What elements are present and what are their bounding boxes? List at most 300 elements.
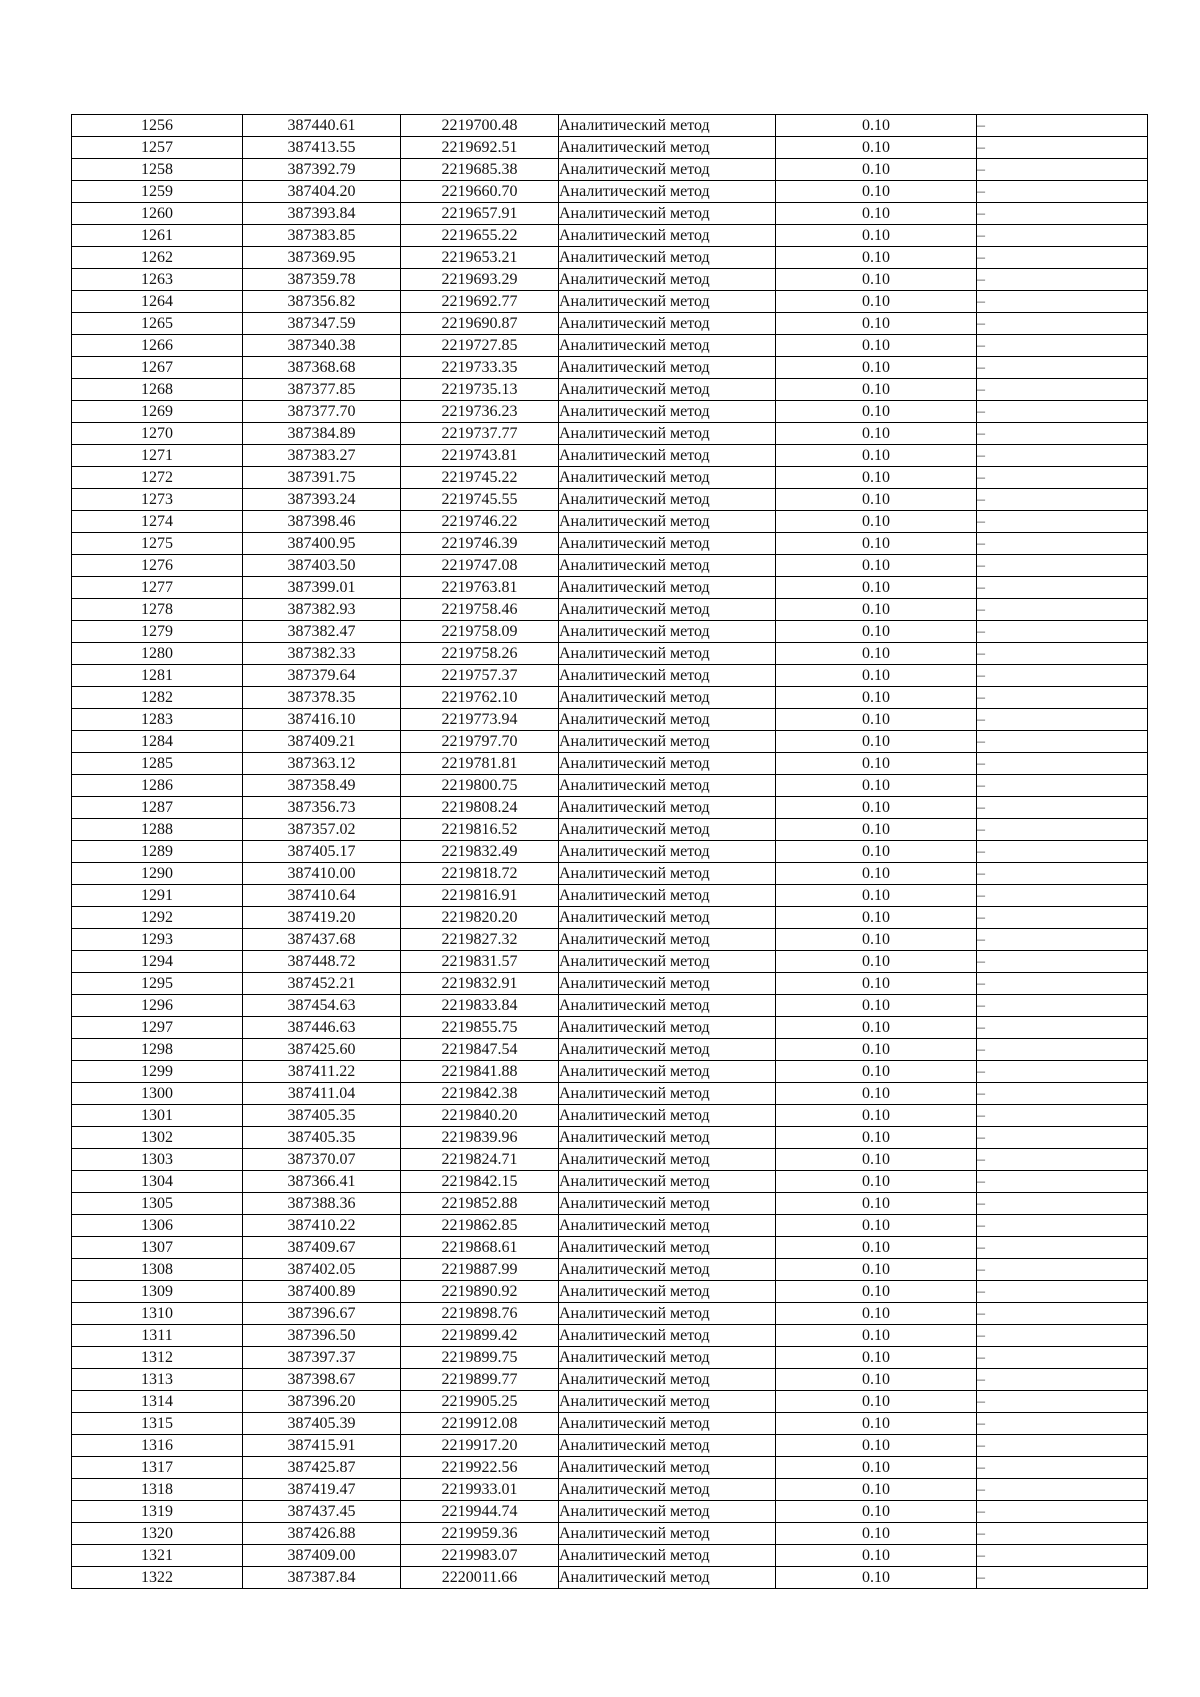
description-cell: –: [977, 929, 1148, 951]
table-row: [72, 379, 1148, 401]
method-cell: Аналитический метод: [559, 379, 776, 401]
description-cell: –: [977, 1479, 1148, 1501]
y-coordinate-cell: 2219746.22: [401, 511, 559, 533]
x-coordinate-cell: 387378.35: [243, 687, 401, 709]
table-row: [72, 665, 1148, 687]
point-number-cell: 1272: [72, 467, 243, 489]
description-cell: –: [977, 1501, 1148, 1523]
point-number-cell: 1284: [72, 731, 243, 753]
accuracy-cell: 0.10: [776, 665, 977, 687]
y-coordinate-cell: 2219832.91: [401, 973, 559, 995]
method-cell: Аналитический метод: [559, 1149, 776, 1171]
method-cell: Аналитический метод: [559, 863, 776, 885]
y-coordinate-cell: 2219922.56: [401, 1457, 559, 1479]
method-cell: Аналитический метод: [559, 731, 776, 753]
point-number-cell: 1278: [72, 599, 243, 621]
y-coordinate-cell: 2219797.70: [401, 731, 559, 753]
accuracy-cell: 0.10: [776, 1215, 977, 1237]
method-cell: Аналитический метод: [559, 1127, 776, 1149]
x-coordinate-cell: 387384.89: [243, 423, 401, 445]
point-number-cell: 1313: [72, 1369, 243, 1391]
point-number-cell: 1257: [72, 137, 243, 159]
y-coordinate-cell: 2219727.85: [401, 335, 559, 357]
y-coordinate-cell: 2219660.70: [401, 181, 559, 203]
y-coordinate-cell: 2219736.23: [401, 401, 559, 423]
table-row: [72, 467, 1148, 489]
description-cell: –: [977, 1215, 1148, 1237]
method-cell: Аналитический метод: [559, 203, 776, 225]
y-coordinate-cell: 2219847.54: [401, 1039, 559, 1061]
method-cell: Аналитический метод: [559, 533, 776, 555]
x-coordinate-cell: 387379.64: [243, 665, 401, 687]
description-cell: –: [977, 775, 1148, 797]
table-row: [72, 841, 1148, 863]
description-cell: –: [977, 665, 1148, 687]
y-coordinate-cell: 2219781.81: [401, 753, 559, 775]
accuracy-cell: 0.10: [776, 841, 977, 863]
table-row: [72, 159, 1148, 181]
x-coordinate-cell: 387405.39: [243, 1413, 401, 1435]
accuracy-cell: 0.10: [776, 225, 977, 247]
table-row: [72, 863, 1148, 885]
method-cell: Аналитический метод: [559, 1435, 776, 1457]
table-row: [72, 599, 1148, 621]
method-cell: Аналитический метод: [559, 1567, 776, 1589]
table-row: [72, 1347, 1148, 1369]
y-coordinate-cell: 2219808.24: [401, 797, 559, 819]
point-number-cell: 1269: [72, 401, 243, 423]
method-cell: Аналитический метод: [559, 1083, 776, 1105]
description-cell: –: [977, 1413, 1148, 1435]
y-coordinate-cell: 2219898.76: [401, 1303, 559, 1325]
description-cell: –: [977, 335, 1148, 357]
point-number-cell: 1276: [72, 555, 243, 577]
x-coordinate-cell: 387448.72: [243, 951, 401, 973]
accuracy-cell: 0.10: [776, 1325, 977, 1347]
x-coordinate-cell: 387415.91: [243, 1435, 401, 1457]
y-coordinate-cell: 2219747.08: [401, 555, 559, 577]
accuracy-cell: 0.10: [776, 1413, 977, 1435]
point-number-cell: 1256: [72, 115, 243, 137]
x-coordinate-cell: 387398.46: [243, 511, 401, 533]
table-row: [72, 313, 1148, 335]
accuracy-cell: 0.10: [776, 379, 977, 401]
accuracy-cell: 0.10: [776, 687, 977, 709]
accuracy-cell: 0.10: [776, 489, 977, 511]
x-coordinate-cell: 387347.59: [243, 313, 401, 335]
method-cell: Аналитический метод: [559, 1479, 776, 1501]
accuracy-cell: 0.10: [776, 533, 977, 555]
accuracy-cell: 0.10: [776, 313, 977, 335]
description-cell: –: [977, 1105, 1148, 1127]
point-number-cell: 1287: [72, 797, 243, 819]
description-cell: –: [977, 423, 1148, 445]
method-cell: Аналитический метод: [559, 401, 776, 423]
table-row: [72, 225, 1148, 247]
coordinates-table: [71, 114, 1148, 1589]
accuracy-cell: 0.10: [776, 1237, 977, 1259]
description-cell: –: [977, 577, 1148, 599]
accuracy-cell: 0.10: [776, 269, 977, 291]
accuracy-cell: 0.10: [776, 753, 977, 775]
table-row: [72, 1369, 1148, 1391]
description-cell: –: [977, 247, 1148, 269]
point-number-cell: 1311: [72, 1325, 243, 1347]
x-coordinate-cell: 387368.68: [243, 357, 401, 379]
method-cell: Аналитический метод: [559, 423, 776, 445]
method-cell: Аналитический метод: [559, 797, 776, 819]
accuracy-cell: 0.10: [776, 115, 977, 137]
y-coordinate-cell: 2219890.92: [401, 1281, 559, 1303]
table-row: [72, 1281, 1148, 1303]
accuracy-cell: 0.10: [776, 555, 977, 577]
method-cell: Аналитический метод: [559, 1369, 776, 1391]
method-cell: Аналитический метод: [559, 709, 776, 731]
y-coordinate-cell: 2219983.07: [401, 1545, 559, 1567]
point-number-cell: 1304: [72, 1171, 243, 1193]
point-number-cell: 1268: [72, 379, 243, 401]
x-coordinate-cell: 387409.67: [243, 1237, 401, 1259]
point-number-cell: 1273: [72, 489, 243, 511]
description-cell: –: [977, 1017, 1148, 1039]
table-row: [72, 1457, 1148, 1479]
point-number-cell: 1303: [72, 1149, 243, 1171]
table-row: [72, 423, 1148, 445]
y-coordinate-cell: 2219743.81: [401, 445, 559, 467]
point-number-cell: 1277: [72, 577, 243, 599]
accuracy-cell: 0.10: [776, 247, 977, 269]
x-coordinate-cell: 387425.87: [243, 1457, 401, 1479]
description-cell: –: [977, 1457, 1148, 1479]
point-number-cell: 1291: [72, 885, 243, 907]
table-row: [72, 137, 1148, 159]
x-coordinate-cell: 387358.49: [243, 775, 401, 797]
accuracy-cell: 0.10: [776, 1193, 977, 1215]
description-cell: –: [977, 1281, 1148, 1303]
method-cell: Аналитический метод: [559, 511, 776, 533]
x-coordinate-cell: 387383.85: [243, 225, 401, 247]
x-coordinate-cell: 387383.27: [243, 445, 401, 467]
y-coordinate-cell: 2219818.72: [401, 863, 559, 885]
table-row: [72, 885, 1148, 907]
accuracy-cell: 0.10: [776, 1083, 977, 1105]
x-coordinate-cell: 387409.21: [243, 731, 401, 753]
table-row: [72, 1567, 1148, 1589]
accuracy-cell: 0.10: [776, 995, 977, 1017]
description-cell: –: [977, 1193, 1148, 1215]
point-number-cell: 1259: [72, 181, 243, 203]
x-coordinate-cell: 387400.89: [243, 1281, 401, 1303]
method-cell: Аналитический метод: [559, 1523, 776, 1545]
table-row: [72, 1325, 1148, 1347]
x-coordinate-cell: 387356.73: [243, 797, 401, 819]
description-cell: –: [977, 995, 1148, 1017]
point-number-cell: 1294: [72, 951, 243, 973]
table-row: [72, 731, 1148, 753]
description-cell: –: [977, 445, 1148, 467]
point-number-cell: 1293: [72, 929, 243, 951]
accuracy-cell: 0.10: [776, 357, 977, 379]
y-coordinate-cell: 2219733.35: [401, 357, 559, 379]
table-row: [72, 1435, 1148, 1457]
y-coordinate-cell: 2219842.15: [401, 1171, 559, 1193]
x-coordinate-cell: 387369.95: [243, 247, 401, 269]
point-number-cell: 1263: [72, 269, 243, 291]
x-coordinate-cell: 387437.45: [243, 1501, 401, 1523]
accuracy-cell: 0.10: [776, 1281, 977, 1303]
table-row: [72, 247, 1148, 269]
point-number-cell: 1319: [72, 1501, 243, 1523]
accuracy-cell: 0.10: [776, 1435, 977, 1457]
accuracy-cell: 0.10: [776, 1501, 977, 1523]
method-cell: Аналитический метод: [559, 907, 776, 929]
y-coordinate-cell: 2219841.88: [401, 1061, 559, 1083]
description-cell: –: [977, 819, 1148, 841]
description-cell: –: [977, 1061, 1148, 1083]
description-cell: –: [977, 731, 1148, 753]
description-cell: –: [977, 357, 1148, 379]
y-coordinate-cell: 2220011.66: [401, 1567, 559, 1589]
point-number-cell: 1295: [72, 973, 243, 995]
table-row: [72, 1259, 1148, 1281]
y-coordinate-cell: 2219762.10: [401, 687, 559, 709]
accuracy-cell: 0.10: [776, 1545, 977, 1567]
table-row: [72, 1039, 1148, 1061]
point-number-cell: 1318: [72, 1479, 243, 1501]
y-coordinate-cell: 2219933.01: [401, 1479, 559, 1501]
point-number-cell: 1260: [72, 203, 243, 225]
accuracy-cell: 0.10: [776, 1457, 977, 1479]
table-row: [72, 1303, 1148, 1325]
accuracy-cell: 0.10: [776, 203, 977, 225]
y-coordinate-cell: 2219862.85: [401, 1215, 559, 1237]
x-coordinate-cell: 387454.63: [243, 995, 401, 1017]
x-coordinate-cell: 387437.68: [243, 929, 401, 951]
table-row: [72, 181, 1148, 203]
y-coordinate-cell: 2219745.22: [401, 467, 559, 489]
accuracy-cell: 0.10: [776, 291, 977, 313]
y-coordinate-cell: 2219832.49: [401, 841, 559, 863]
accuracy-cell: 0.10: [776, 1303, 977, 1325]
method-cell: Аналитический метод: [559, 995, 776, 1017]
y-coordinate-cell: 2219700.48: [401, 115, 559, 137]
y-coordinate-cell: 2219816.91: [401, 885, 559, 907]
table-row: [72, 1105, 1148, 1127]
table-row: [72, 797, 1148, 819]
point-number-cell: 1285: [72, 753, 243, 775]
method-cell: Аналитический метод: [559, 1281, 776, 1303]
method-cell: Аналитический метод: [559, 247, 776, 269]
x-coordinate-cell: 387382.47: [243, 621, 401, 643]
x-coordinate-cell: 387377.70: [243, 401, 401, 423]
x-coordinate-cell: 387387.84: [243, 1567, 401, 1589]
x-coordinate-cell: 387419.20: [243, 907, 401, 929]
method-cell: Аналитический метод: [559, 225, 776, 247]
method-cell: Аналитический метод: [559, 687, 776, 709]
x-coordinate-cell: 387410.64: [243, 885, 401, 907]
x-coordinate-cell: 387446.63: [243, 1017, 401, 1039]
point-number-cell: 1306: [72, 1215, 243, 1237]
y-coordinate-cell: 2219833.84: [401, 995, 559, 1017]
x-coordinate-cell: 387392.79: [243, 159, 401, 181]
method-cell: Аналитический метод: [559, 1545, 776, 1567]
y-coordinate-cell: 2219758.09: [401, 621, 559, 643]
method-cell: Аналитический метод: [559, 665, 776, 687]
table-row: [72, 951, 1148, 973]
description-cell: –: [977, 885, 1148, 907]
table-row: [72, 1127, 1148, 1149]
y-coordinate-cell: 2219692.51: [401, 137, 559, 159]
y-coordinate-cell: 2219831.57: [401, 951, 559, 973]
point-number-cell: 1301: [72, 1105, 243, 1127]
point-number-cell: 1286: [72, 775, 243, 797]
description-cell: –: [977, 863, 1148, 885]
y-coordinate-cell: 2219745.55: [401, 489, 559, 511]
point-number-cell: 1264: [72, 291, 243, 313]
accuracy-cell: 0.10: [776, 401, 977, 423]
y-coordinate-cell: 2219690.87: [401, 313, 559, 335]
accuracy-cell: 0.10: [776, 1039, 977, 1061]
table-row: [72, 489, 1148, 511]
table-row: [72, 643, 1148, 665]
description-cell: –: [977, 379, 1148, 401]
method-cell: Аналитический метод: [559, 643, 776, 665]
point-number-cell: 1267: [72, 357, 243, 379]
x-coordinate-cell: 387425.60: [243, 1039, 401, 1061]
point-number-cell: 1262: [72, 247, 243, 269]
table-row: [72, 687, 1148, 709]
point-number-cell: 1289: [72, 841, 243, 863]
accuracy-cell: 0.10: [776, 621, 977, 643]
y-coordinate-cell: 2219746.39: [401, 533, 559, 555]
point-number-cell: 1266: [72, 335, 243, 357]
y-coordinate-cell: 2219840.20: [401, 1105, 559, 1127]
table-row: [72, 445, 1148, 467]
point-number-cell: 1300: [72, 1083, 243, 1105]
table-row: [72, 775, 1148, 797]
y-coordinate-cell: 2219959.36: [401, 1523, 559, 1545]
accuracy-cell: 0.10: [776, 1391, 977, 1413]
accuracy-cell: 0.10: [776, 1171, 977, 1193]
description-cell: –: [977, 401, 1148, 423]
x-coordinate-cell: 387426.88: [243, 1523, 401, 1545]
point-number-cell: 1282: [72, 687, 243, 709]
accuracy-cell: 0.10: [776, 731, 977, 753]
method-cell: Аналитический метод: [559, 1215, 776, 1237]
x-coordinate-cell: 387452.21: [243, 973, 401, 995]
point-number-cell: 1270: [72, 423, 243, 445]
point-number-cell: 1316: [72, 1435, 243, 1457]
x-coordinate-cell: 387391.75: [243, 467, 401, 489]
accuracy-cell: 0.10: [776, 1017, 977, 1039]
x-coordinate-cell: 387388.36: [243, 1193, 401, 1215]
accuracy-cell: 0.10: [776, 1149, 977, 1171]
description-cell: –: [977, 1237, 1148, 1259]
table-row: [72, 621, 1148, 643]
method-cell: Аналитический метод: [559, 1325, 776, 1347]
y-coordinate-cell: 2219653.21: [401, 247, 559, 269]
point-number-cell: 1261: [72, 225, 243, 247]
point-number-cell: 1280: [72, 643, 243, 665]
point-number-cell: 1308: [72, 1259, 243, 1281]
y-coordinate-cell: 2219737.77: [401, 423, 559, 445]
table-row: [72, 753, 1148, 775]
x-coordinate-cell: 387400.95: [243, 533, 401, 555]
description-cell: –: [977, 555, 1148, 577]
accuracy-cell: 0.10: [776, 599, 977, 621]
description-cell: –: [977, 907, 1148, 929]
description-cell: –: [977, 1083, 1148, 1105]
y-coordinate-cell: 2219758.26: [401, 643, 559, 665]
method-cell: Аналитический метод: [559, 1193, 776, 1215]
accuracy-cell: 0.10: [776, 1523, 977, 1545]
point-number-cell: 1281: [72, 665, 243, 687]
method-cell: Аналитический метод: [559, 1171, 776, 1193]
x-coordinate-cell: 387393.84: [243, 203, 401, 225]
x-coordinate-cell: 387399.01: [243, 577, 401, 599]
x-coordinate-cell: 387411.22: [243, 1061, 401, 1083]
accuracy-cell: 0.10: [776, 1347, 977, 1369]
method-cell: Аналитический метод: [559, 1039, 776, 1061]
y-coordinate-cell: 2219657.91: [401, 203, 559, 225]
method-cell: Аналитический метод: [559, 775, 776, 797]
table-row: [72, 511, 1148, 533]
point-number-cell: 1297: [72, 1017, 243, 1039]
method-cell: Аналитический метод: [559, 885, 776, 907]
point-number-cell: 1265: [72, 313, 243, 335]
table-row: [72, 1523, 1148, 1545]
description-cell: –: [977, 269, 1148, 291]
y-coordinate-cell: 2219820.20: [401, 907, 559, 929]
description-cell: –: [977, 159, 1148, 181]
method-cell: Аналитический метод: [559, 621, 776, 643]
table-row: [72, 357, 1148, 379]
point-number-cell: 1314: [72, 1391, 243, 1413]
description-cell: –: [977, 973, 1148, 995]
y-coordinate-cell: 2219868.61: [401, 1237, 559, 1259]
y-coordinate-cell: 2219757.37: [401, 665, 559, 687]
x-coordinate-cell: 387410.22: [243, 1215, 401, 1237]
description-cell: –: [977, 1127, 1148, 1149]
table-row: [72, 335, 1148, 357]
method-cell: Аналитический метод: [559, 1457, 776, 1479]
description-cell: –: [977, 225, 1148, 247]
point-number-cell: 1279: [72, 621, 243, 643]
method-cell: Аналитический метод: [559, 973, 776, 995]
method-cell: Аналитический метод: [559, 1303, 776, 1325]
x-coordinate-cell: 387416.10: [243, 709, 401, 731]
y-coordinate-cell: 2219917.20: [401, 1435, 559, 1457]
accuracy-cell: 0.10: [776, 775, 977, 797]
accuracy-cell: 0.10: [776, 951, 977, 973]
method-cell: Аналитический метод: [559, 555, 776, 577]
description-cell: –: [977, 533, 1148, 555]
x-coordinate-cell: 387411.04: [243, 1083, 401, 1105]
table-row: [72, 1149, 1148, 1171]
accuracy-cell: 0.10: [776, 467, 977, 489]
point-number-cell: 1299: [72, 1061, 243, 1083]
method-cell: Аналитический метод: [559, 159, 776, 181]
description-cell: –: [977, 313, 1148, 335]
y-coordinate-cell: 2219763.81: [401, 577, 559, 599]
description-cell: –: [977, 1545, 1148, 1567]
description-cell: –: [977, 1347, 1148, 1369]
table-row: [72, 533, 1148, 555]
accuracy-cell: 0.10: [776, 885, 977, 907]
method-cell: Аналитический метод: [559, 1017, 776, 1039]
x-coordinate-cell: 387397.37: [243, 1347, 401, 1369]
y-coordinate-cell: 2219685.38: [401, 159, 559, 181]
